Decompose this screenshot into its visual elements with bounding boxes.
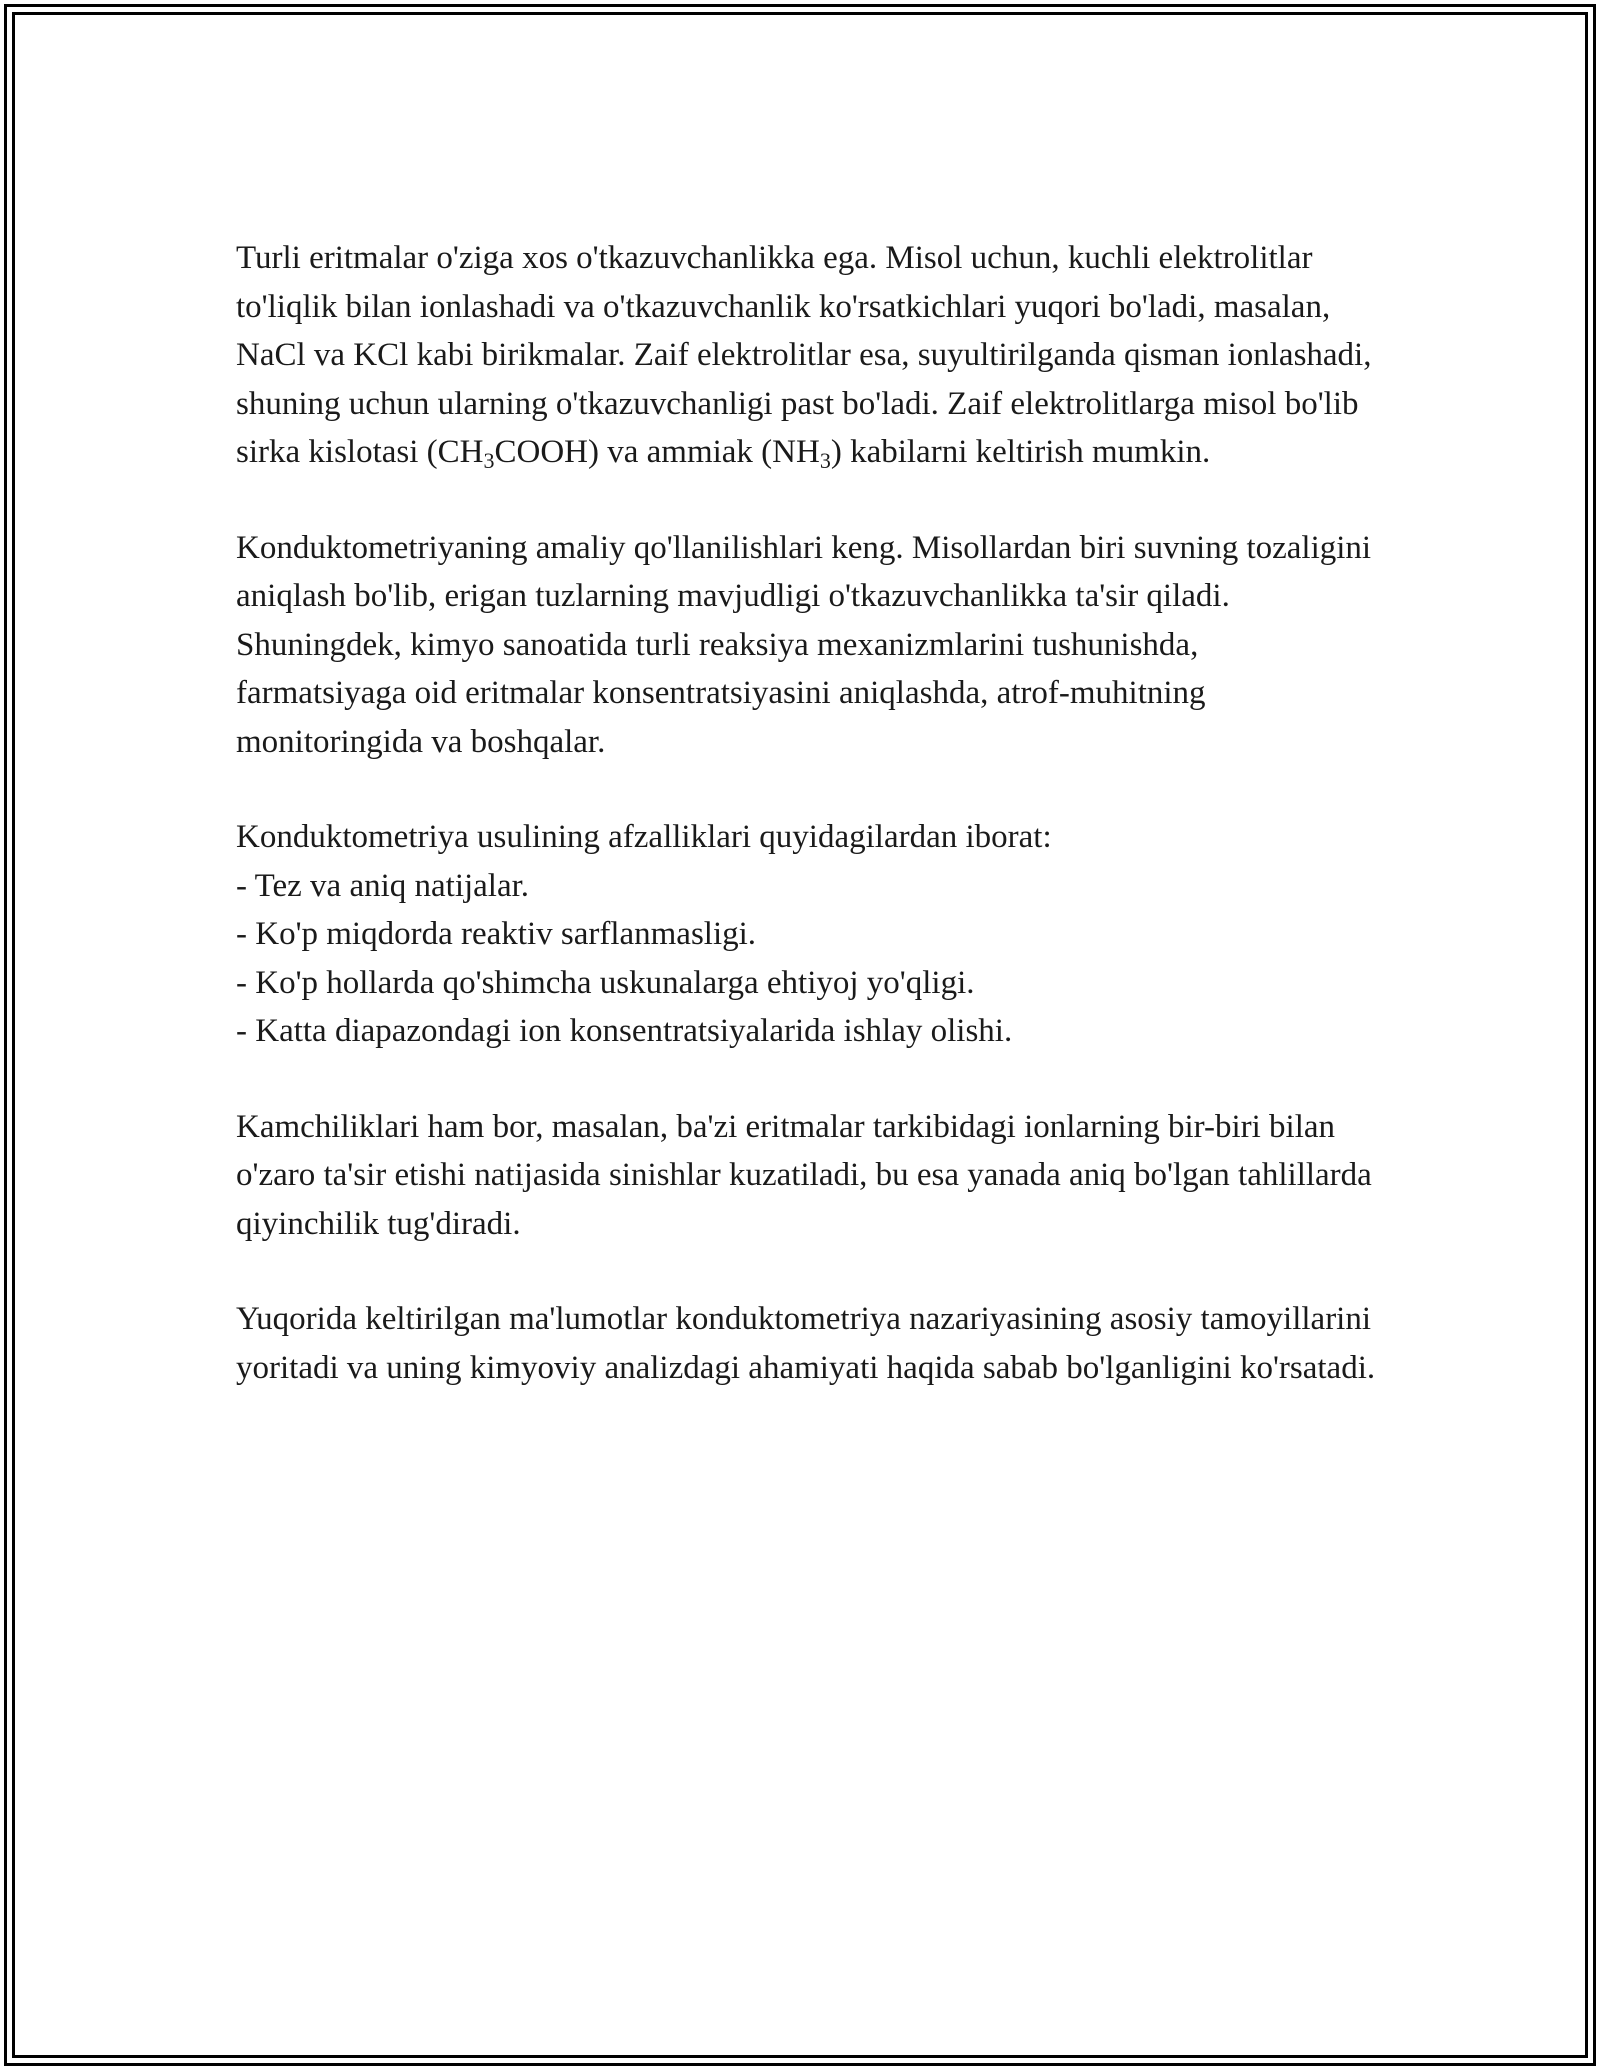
paragraph-drawbacks: Kamchiliklari ham bor, masalan, ba'zi eritmalar tarkibidagi ionlarning bir-biri bilan o'zaro ta'sir etishi natijasida sinishlar kuzatiladi, bu esa yanada aniq bo'lgan tahlillarda qiyinchilik tug'diradi. <box>236 1108 1372 1242</box>
list-item: - Ko'p hollarda qo'shimcha uskunalarga ehtiyoj yo'qligi. <box>236 964 975 1001</box>
paragraph-electrolytes <box>236 234 1376 477</box>
paragraph-applications: Konduktometriyaning amaliy qo'llanilishlari keng. Misollardan biri suvning tozaligini aniqlash bo'lib, erigan tuzlarning mavjudligi o'tkazuvchanlikka ta'sir qiladi. Shuningdek, kimyo sanoatida turli reaksiya mexanizmlarini tushunishda, farmatsiyaga oid eritmalar konsentratsiyasini aniqlashda, atrof-muhitning monitoringida va boshqalar. <box>236 529 1372 760</box>
subscript: 3 <box>483 448 495 473</box>
list-intro: Konduktometriya usulining afzalliklari quyidagilardan iborat: <box>236 819 1052 855</box>
paragraph-conclusion: Yuqorida keltirilgan ma'lumotlar konduktometriya nazariyasining asosiy tamoyillarini yoritadi va uning kimyoviy analizdagi ahamiyati haqida sabab bo'lganligini ko'rsatadi. <box>236 1301 1376 1386</box>
list-item: - Tez va aniq natijalar. <box>236 867 530 904</box>
paragraph-text: Turli eritmalar o'ziga xos o'tkazuvchanlikka ega. Misol uchun, kuchli elektrolitlar to'liqlik bilan ionlashadi va o'tkazuvchanlik ko'rsatkichlari yuqori bo'ladi, masalan, NaCl va KCl kabi birikmalar. Zaif elektrolitlar esa, suyultirilganda qisman ionlashadi, shuning uchun ularning o'tkazuvchanligi past bo'ladi. Zaif elektrolitlarga misol bo'lib sirka kislotasi (CH <box>236 240 1372 470</box>
list-item: - Katta diapazondagi ion konsentratsiyalarida ishlay olishi. <box>236 1013 1013 1049</box>
paragraph-text: COOH) va ammiak (NH <box>494 434 820 470</box>
subscript: 3 <box>819 448 831 473</box>
document-body <box>236 234 1376 1439</box>
advantages-list <box>236 813 1376 1056</box>
list-item: - Ko'p miqdorda reaktiv sarflanmasligi. <box>236 916 757 952</box>
paragraph-text: ) kabilarni keltirish mumkin. <box>830 434 1211 470</box>
